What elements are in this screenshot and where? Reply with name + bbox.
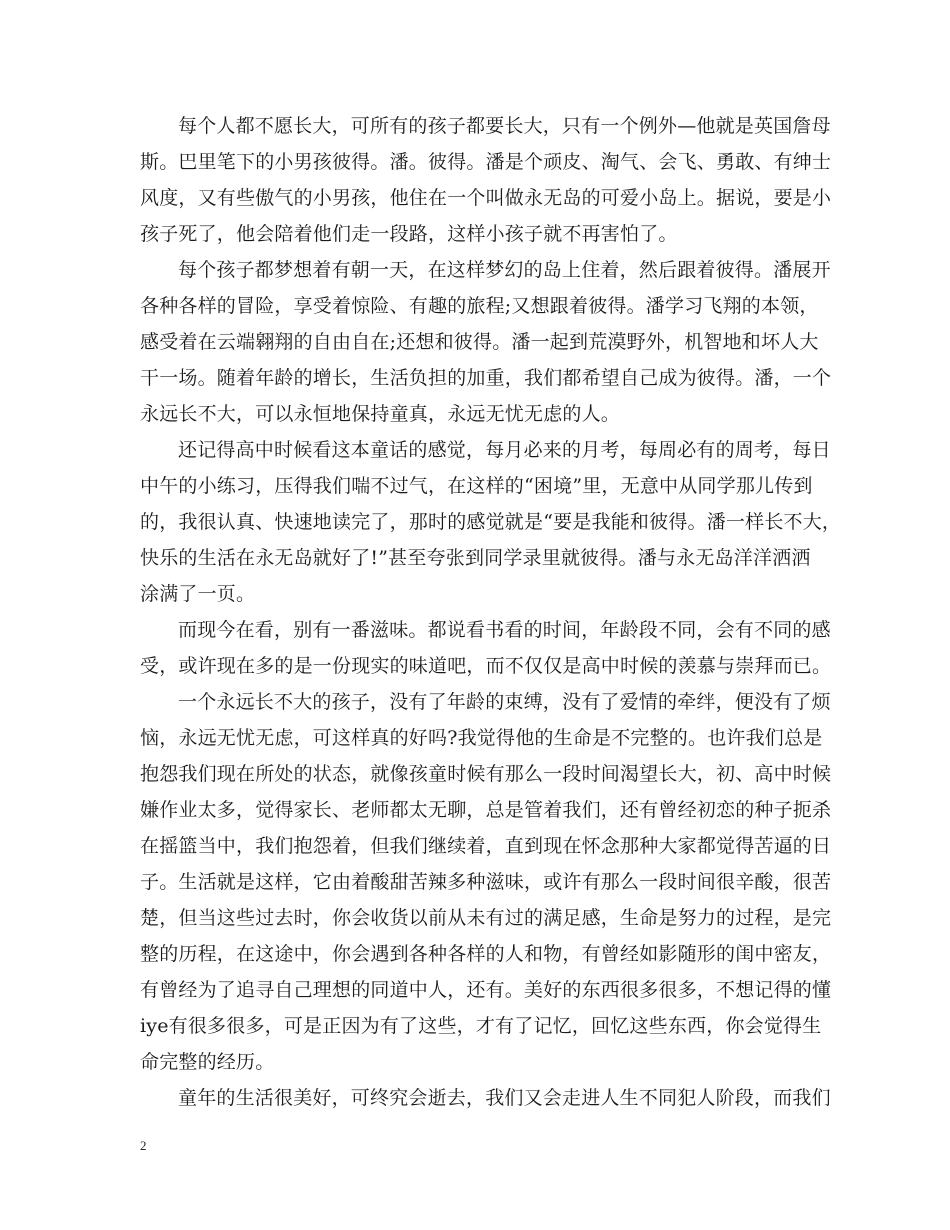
text-line: 每个孩子都梦想着有朝一天，在这样梦幻的岛上住着，然后跟着彼得。潘展开 [178,259,831,281]
text-line: 一个永远长不大的孩子，没有了年龄的束缚，没有了爱情的牵绊，便没有了烦 [178,691,831,713]
text-line: 的，我很认真、快速地读完了，那时的感觉就是“要是我能和彼得。潘一样长不大， [140,511,842,533]
text-line: 楚，但当这些过去时，你会收货以前从未有过的满足感，生命是努力的过程，是完 [140,907,832,929]
text-line: 而现今在看，别有一番滋味。都说看书看的时间，年龄段不同，会有不同的感 [178,619,831,641]
text-line: 中午的小练习，压得我们喘不过气，在这样的“困境”里，无意中从同学那儿传到 [140,475,813,497]
page-number: 2 [140,1138,147,1153]
text-line: 快乐的生活在永无岛就好了!”甚至夸张到同学录里就彼得。潘与永无岛洋洋洒洒 [140,547,811,569]
text-line: iye有很多很多，可是正因为有了这些，才有了记忆，回忆这些东西，你会觉得生 [140,1015,822,1037]
text-line: 涂满了一页。 [140,583,256,605]
text-line: 各种各样的冒险，享受着惊险、有趣的旅程;又想跟着彼得。潘学习飞翔的本领， [140,295,819,317]
text-line: 孩子死了，他会陪着他们走一段路，这样小孩子就不再害怕了。 [140,223,678,245]
document-body [140,108,842,1116]
text-line: 命完整的经历。 [140,1051,275,1073]
text-line: 每个人都不愿长大，可所有的孩子都要长大，只有一个例外—他就是英国詹母 [178,115,831,137]
text-line: 受，或许现在多的是一份现实的味道吧，而不仅仅是高中时候的羡慕与崇拜而已。 [140,655,832,677]
text-line: 子。生活就是这样，它由着酸甜苦辣多种滋味，或许有那么一段时间很辛酸，很苦 [140,871,832,893]
text-line: 整的历程，在这途中，你会遇到各种各样的人和物，有曾经如影随形的闺中密友， [140,943,832,965]
text-line: 有曾经为了追寻自己理想的同道中人，还有。美好的东西很多很多，不想记得的懂 [140,979,832,1001]
text-line: 嫌作业太多，觉得家长、老师都太无聊，总是管着我们，还有曾经初恋的种子扼杀 [140,799,832,821]
text-line: 斯。巴里笔下的小男孩彼得。潘。彼得。潘是个顽皮、淘气、会飞、勇敢、有绅士 [140,151,832,173]
text-line: 抱怨我们现在所处的状态，就像孩童时候有那么一段时间渴望长大，初、高中时候 [140,763,832,785]
text-line: 恼，永远无忧无虑，可这样真的好吗?我觉得他的生命是不完整的。也许我们总是 [140,727,823,749]
text-line: 感受着在云端翱翔的自由自在;还想和彼得。潘一起到荒漠野外，机智地和坏人大 [140,331,819,353]
text-line: 在摇篮当中，我们抱怨着，但我们继续着，直到现在怀念那种大家都觉得苦逼的日 [140,835,832,857]
text-line: 永远长不大，可以永恒地保持童真，永远无忧无虑的人。 [140,403,621,425]
text-line: 还记得高中时候看这本童话的感觉，每月必来的月考，每周必有的周考，每日 [178,439,831,461]
text-line: 风度，又有些傲气的小男孩，他住在一个叫做永无岛的可爱小岛上。据说，要是小 [140,187,832,209]
text-line: 童年的生活很美好，可终究会逝去，我们又会走进人生不同犯人阶段，而我们 [178,1087,831,1109]
text-line: 干一场。随着年龄的增长，生活负担的加重，我们都希望自己成为彼得。潘，一个 [140,367,832,389]
